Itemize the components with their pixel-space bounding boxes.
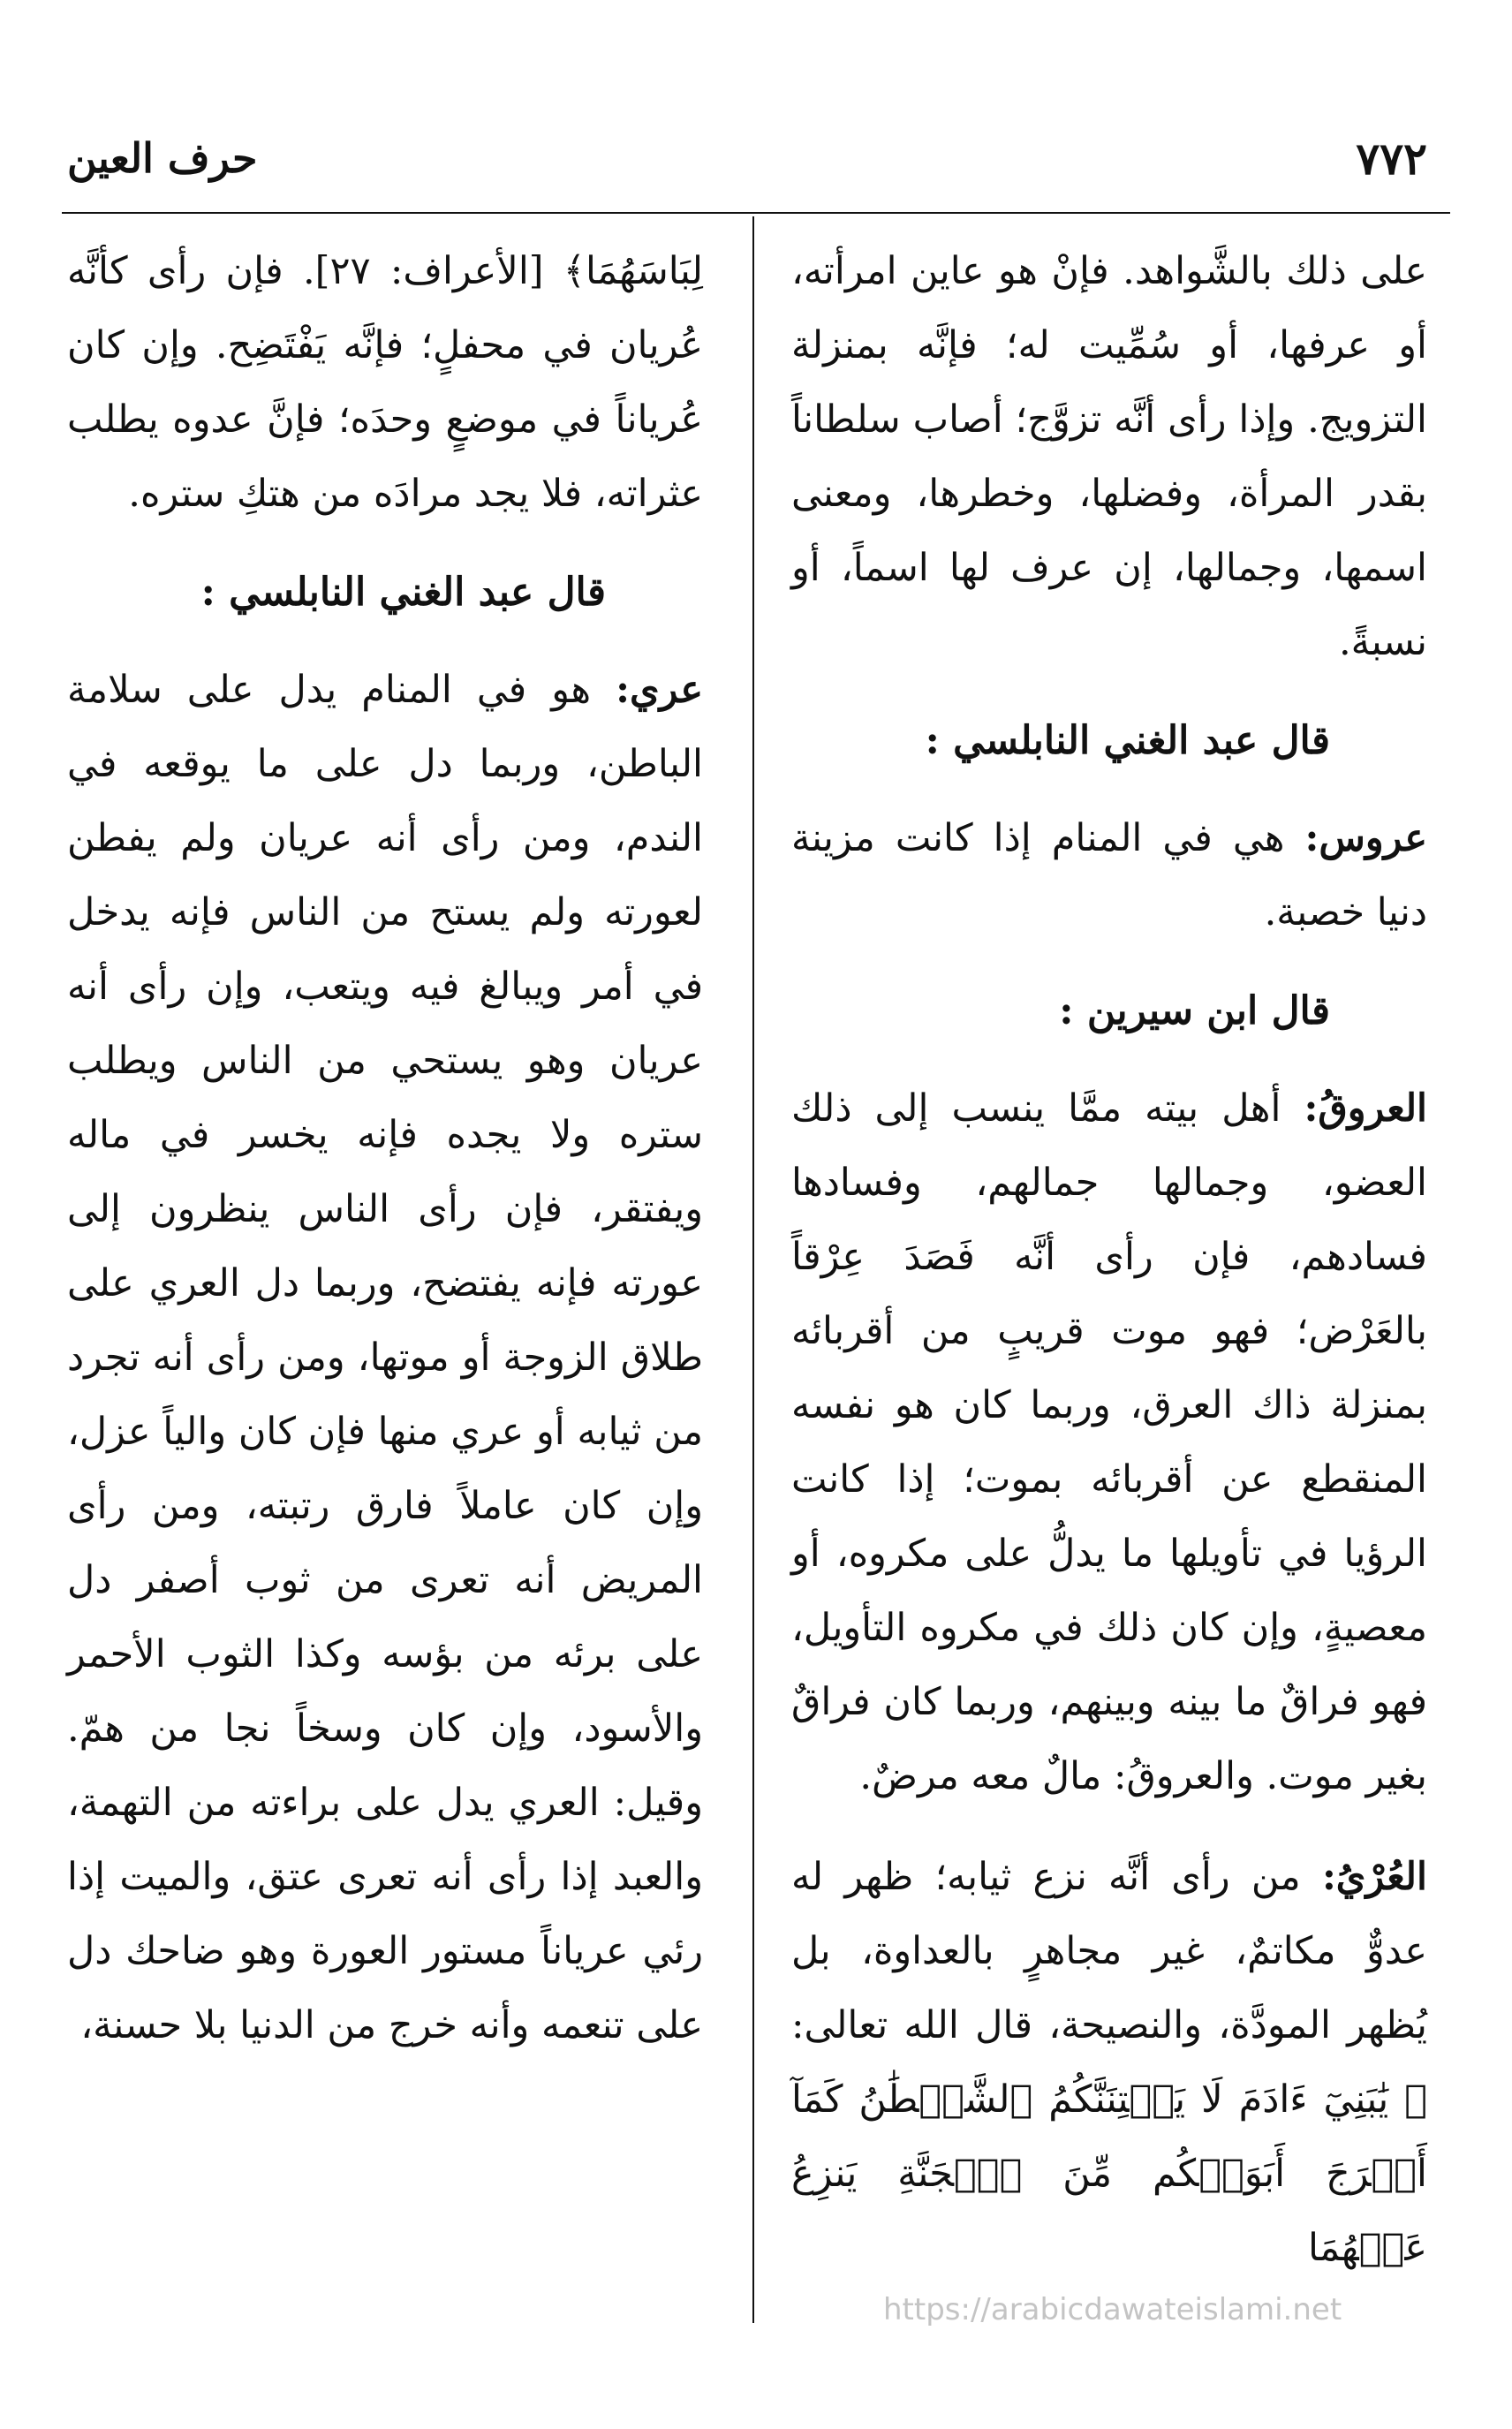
column-divider	[752, 216, 754, 2323]
running-title: حرف العين	[67, 134, 258, 182]
right-heading-ibn-sirin: قال ابن سيرين :	[1059, 988, 1330, 1033]
page-number: ٧٧٢	[1356, 132, 1427, 185]
entry-aroos	[791, 801, 1427, 950]
left-heading-nabulsi: قال عبد الغني النابلسي :	[200, 570, 606, 615]
right-paragraph-1: على ذلك بالشَّواهد. فإنْ هو عاين امرأته، أو عرفها، أو سُمِّيت له؛ فإنَّه بمنزلة التزويج. وإذا رأى أنَّه تزوَّج؛ أصاب سلطاناً بقدر المرأة، وفضلها، وخطرها، ومعنى اسمها، وجمالها، إن عرف لها اسماً، أو نسبةً.	[791, 249, 1427, 664]
left-paragraph-1: لِبَاسَهُمَا﴾ [الأعراف: ٢٧]. فإن رأى كأنَّه عُريان في محفلٍ؛ فإنَّه يَفْتَضِح. وإن كان عُرياناً في موضعٍ وحدَه؛ فإنَّ عدوه يطلب عثراته، فلا يجد مرادَه من هتكِ ستره.	[67, 249, 703, 516]
entry-term: العروقُ:	[1304, 1086, 1427, 1131]
right-heading-nabulsi: قال عبد الغني النابلسي :	[925, 718, 1330, 763]
left-column	[67, 234, 703, 2062]
entry-text: أهل بيته ممَّا ينسب إلى ذلك العضو، وجمالها جمالهم، وفسادها فسادهم، فإن رأى أنَّه فَصَدَ عِرْقاً بالعَرْض؛ فهو موت قريبٍ من أقربائه بمنزلة ذاك العرق، وربما كان هو نفسه المنقطع عن أقربائه بموت؛ إذا كانت الرؤيا في تأويلها ما يدلُّ على مكروه، أو معصيةٍ، وإن كان ذلك في مكروه التأويل، فهو فراقٌ ما بينه وبينهم، وربما كان فراقٌ بغير موت. والعروقُ: مالٌ معه مرضٌ.	[791, 1086, 1427, 1798]
entry-text: من رأى أنَّه نزع ثيابه؛ ظهر له عدوٌّ مكاتمٌ، غير مجاهرٍ بالعداوة، بل يُظهر المودَّة، والنصيحة، قال الله تعالى: ﴿ يَٰبَنِيٓ ءَادَمَ لَا يَفۡتِنَنَّكُمُ ٱلشَّيۡطَٰنُ كَمَآ أَخۡرَجَ أَبَوَيۡكُم مِّنَ ٱلۡجَنَّةِ يَنزِعُ عَنۡهُمَا	[791, 1855, 1427, 2270]
watermark-url: https://arabicdawateislami.net	[883, 2292, 1342, 2327]
entry-term: عروس:	[1304, 816, 1427, 860]
entry-term: العُرْيُ:	[1321, 1855, 1427, 1899]
header-rule	[62, 212, 1450, 214]
entry-text: هي في المنام إذا كانت مزينة دنيا خصبة.	[791, 816, 1427, 935]
right-column	[791, 234, 1427, 2285]
entry-uri	[67, 653, 703, 2062]
entry-term: عري:	[616, 668, 703, 712]
entry-urye	[791, 1840, 1427, 2285]
paragraph-gap	[791, 1813, 1427, 1840]
entry-text: هو في المنام يدل على سلامة الباطن، وربما دل على ما يوقعه في الندم، ومن رأى أنه عريان ولم يفطن لعورته ولم يستح من الناس فإنه يدخل في أمر ويبالغ فيه ويتعب، وإن رأى أنه عريان وهو يستحي من الناس ويطلب ستره ولا يجده فإنه يخسر في ماله ويفتقر، فإن رأى الناس ينظرون إلى عورته فإنه يفتضح، وربما دل العري على طلاق الزوجة أو موتها، ومن رأى أنه تجرد من ثيابه أو عري منها فإن كان والياً عزل، وإن كان عاملاً فارق رتبته، ومن رأى المريض أنه تعرى من ثوب أصفر دل على برئه من بؤسه وكذا الثوب الأحمر والأسود، وإن كان وسخاً نجا من همّ. وقيل: العري يدل على براءته من التهمة، والعبد إذا رأى أنه تعرى عتق، والميت إذا رئي عرياناً مستور العورة وهو ضاحك دل على تنعمه وأنه خرج من الدنيا بلا حسنة،	[67, 668, 703, 2047]
entry-urooq	[791, 1071, 1427, 1813]
